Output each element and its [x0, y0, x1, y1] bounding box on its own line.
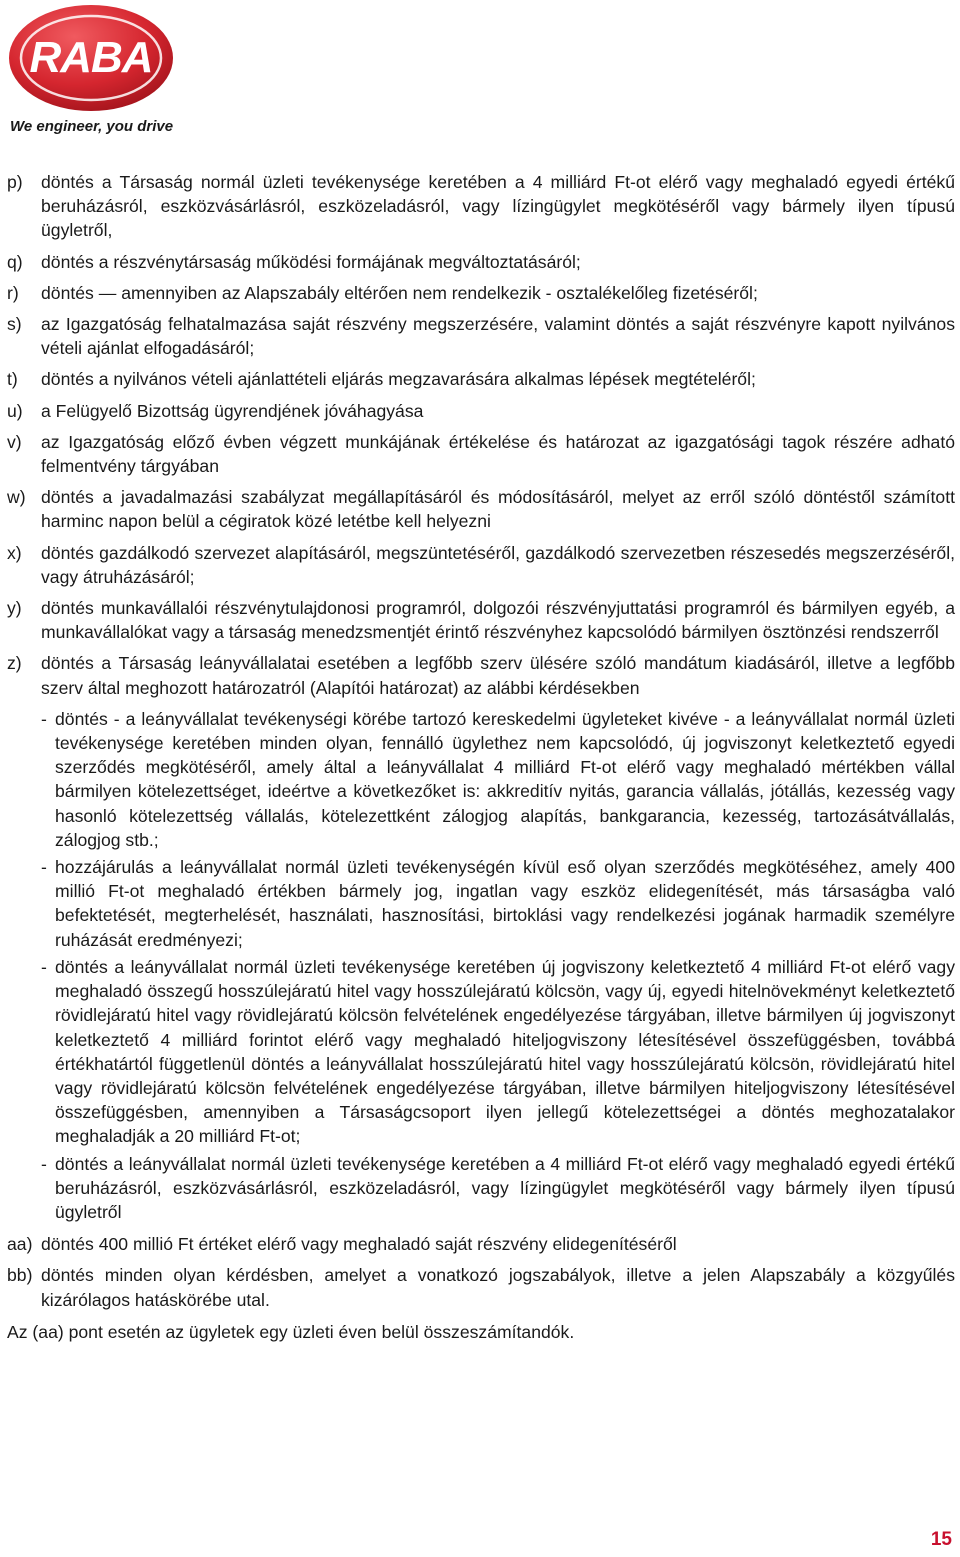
sub-list-dash: - [41, 1153, 47, 1174]
list-item [7, 170, 955, 243]
sub-list-item [7, 955, 955, 1149]
list-item-label: u) [7, 400, 23, 421]
list-item [7, 281, 955, 305]
list-item [7, 430, 955, 478]
list-item-text: döntés ― amennyiben az Alapszabály eltérően nem rendelkezik - osztalékelőleg fizetéséről; [41, 282, 758, 303]
list-item-text: az Igazgatóság felhatalmazása saját részvény megszerzésére, valamint döntés a saját részvényre kapott nyilvános vételi ajánlat elfogadásáról; [41, 314, 955, 359]
list-item-label: w) [7, 487, 26, 508]
list-item-text: döntés 400 millió Ft értéket elérő vagy meghaladó saját részvény elidegenítéséről [41, 1234, 677, 1255]
list-item-label: bb) [7, 1265, 33, 1286]
sub-list-dash: - [41, 857, 47, 878]
list-item-text: a Felügyelő Bizottság ügyrendjének jóváhagyása [41, 400, 424, 421]
list-item-label: p) [7, 172, 23, 192]
list-item [7, 399, 955, 423]
tagline: We engineer, you drive [10, 118, 174, 135]
list-item-text: döntés a Társaság leányvállalatai esetében a legfőbb szerv ülésére szóló mandátum kiadásáról, illetve a legfőbb szerv által meghozott határozatról (Alapítói határozat) az alábbi kérdésekben [41, 653, 955, 698]
list-item-label: y) [7, 598, 22, 619]
closing-note: Az (aa) pont esetén az ügyletek egy üzleti éven belül összeszámítandók. [7, 1321, 575, 1342]
sub-list-dash: - [41, 708, 47, 729]
list-item [7, 485, 955, 533]
logo-wordmark: RABA [29, 33, 153, 82]
sub-list-text: döntés a leányvállalat normál üzleti tevékenysége keretében a 4 milliárd Ft-ot elérő vagy meghaladó egyedi értékű beruházásról, eszközvásárlásról, eszközeladásról, vagy lízingügylet megkötéséről vagy bármely ilyen típusú ügyletről [55, 1153, 955, 1222]
list-item-label: z) [7, 653, 22, 674]
page-header [8, 4, 178, 135]
list-item-text: az Igazgatóság előző évben végzett munkájának értékelése és határozat az igazgatósági tagok részére adható felmentvény tárgyában [41, 431, 955, 477]
list-item-label: q) [7, 251, 23, 272]
raba-logo [8, 4, 174, 112]
list-item [7, 312, 955, 360]
list-item-text: döntés a részvénytársaság működési formájának megváltoztatásáról; [41, 251, 581, 272]
list-item [7, 596, 955, 644]
sub-list-item [7, 1152, 955, 1225]
list-item-text: döntés gazdálkodó szervezet alapításáról, megszüntetéséről, gazdálkodó szervezetben részesedés megszerzéséről, vagy átruházásáról; [41, 542, 955, 587]
sub-list-item [7, 855, 955, 952]
list-item [7, 651, 955, 699]
sub-list-text: döntés - a leányvállalat tevékenységi körébe tartozó kereskedelmi ügyleteket kivéve - a leányvállalat normál üzleti tevékenysége keretében minden olyan, fennálló ügylethez nem kapcsolódó, új jogviszonyt keletkeztető egyedi szerződés megkötéséről, amely által a leányvállalat 4 milliárd Ft-ot elérő vagy meghaladó mértékben vállal bármilyen kötelezettséget, ideértve a következőket is: akkreditív nyitás, garancia vállalás, jótállás, kezesség vagy hasonló kötelezettség vállalás, kötelezettként zálogjog alapítás, bankgarancia, kezesség, tartozásátvállalás, zálogjog stb.; [55, 708, 955, 850]
document-body [7, 170, 955, 1344]
list-item [7, 1263, 955, 1311]
list-item [7, 541, 955, 589]
list-item-text: döntés a nyilvános vételi ajánlattételi eljárás megzavarására alkalmas lépések megtételéről; [41, 369, 756, 390]
sub-list-text: döntés a leányvállalat normál üzleti tevékenysége keretében új jogviszony keletkeztető 4 milliárd Ft-ot elérő vagy meghaladó összegű hosszúlejáratú hitel vagy hosszúlejáratú kölcsön, vagy új, egyedi hitelnövekményt keletkeztető rövidlejáratú hitel vagy rövidlejáratú kölcsön felvételének engedélyezése tárgyában, illetve bármilyen új jogviszonyt keletkeztető 4 milliárd forintot elérő vagy meghaladó hiteljogviszony létesítésével összefüggésben, továbbá értékhatártól függetlenül döntés a leányvállalat hosszúlejáratú hitel vagy hosszúlejáratú kölcsön, rövidlejáratú hitel vagy rövidlejáratú kölcsön felvételének engedélyezése tárgyában, illetve bármilyen hiteljogviszony létesítésével összefüggésben, amennyiben a Társaságcsoport ilyen jellegű kötelezettségei a döntés meghozatalakor meghaladják a 20 milliárd Ft-ot; [55, 956, 955, 1147]
list-item [7, 1232, 955, 1256]
list-item [7, 367, 955, 391]
list-item-label: x) [7, 542, 22, 563]
sub-list-item [7, 707, 955, 852]
sub-list-dash: - [41, 956, 47, 977]
list-item-label: s) [7, 314, 22, 335]
list-item-label: aa) [7, 1234, 33, 1255]
sub-list-text: hozzájárulás a leányvállalat normál üzleti tevékenységén kívül eső olyan szerződés megkötéséhez, amely 400 millió Ft-ot meghaladó értékben bármely jog, ingatlan vagy eszköz elidegenítését, más társaságba való befektetését, megterhelését, használati, hasznosítási, birtoklási vagy rendelkezési jogának harmadik személyre ruházását eredményezi; [55, 857, 955, 950]
list-item-text: döntés a javadalmazási szabályzat megállapításáról és módosításáról, melyet az erről szóló döntéstől számított harminc napon belül a cégiratok közé letétbe kell helyezni [41, 487, 955, 532]
list-item-text: döntés minden olyan kérdésben, amelyet a vonatkozó jogszabályok, illetve a jelen Alapszabály a közgyűlés kizárólagos hatáskörébe utal. [41, 1265, 955, 1310]
list-item-text: döntés a Társaság normál üzleti tevékenysége keretében a 4 milliárd Ft-ot elérő vagy meghaladó egyedi értékű beruházásról, eszközvásárlásról, eszközeladásról, vagy lízingügylet megkötéséről vagy bármely ilyen típusú ügyletről, [41, 172, 955, 241]
list-item-label: v) [7, 431, 22, 452]
page-number: 15 [930, 1529, 952, 1550]
list-item-label: t) [7, 369, 18, 390]
list-item [7, 250, 955, 274]
list-item-label: r) [7, 282, 19, 303]
list-item-text: döntés munkavállalói részvénytulajdonosi programról, dolgozói részvényjuttatási programról és bármilyen egyéb, a munkavállalókat vagy a társaság menedzsmentjét érintő részvényhez kapcsolódó bármilyen ösztönzési rendszerről [41, 598, 955, 643]
